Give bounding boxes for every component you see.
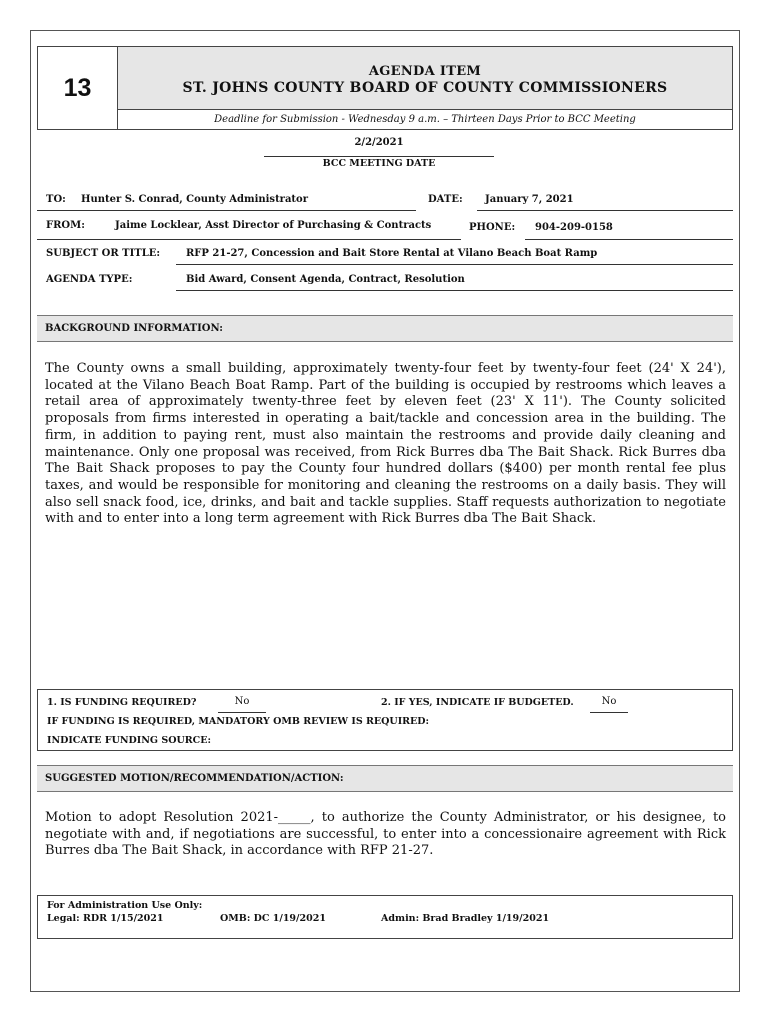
bcc-meeting-date-value: 2/2/2021: [354, 137, 404, 148]
subject-label: SUBJECT OR TITLE:: [46, 248, 161, 259]
to-underline: [37, 210, 416, 211]
motion-heading: SUGGESTED MOTION/RECOMMENDATION/ACTION:: [37, 765, 733, 792]
title-cell: [118, 47, 732, 110]
agenda-type-underline: [176, 290, 733, 291]
omb-approval: OMB: DC 1/19/2021: [220, 913, 326, 924]
motion-text: Motion to adopt Resolution 2021-_____, to authorize the County Administrator, or his designee, to negotiate with and, if negotiations are successful, to enter into a concessionaire agreement with Rick Burres dba The Bait Shack, in accordance with RFP 21-27.: [45, 810, 726, 859]
agenda-type-label: AGENDA TYPE:: [46, 274, 133, 285]
administration-box: [37, 895, 733, 939]
funding-box: [37, 689, 733, 751]
submission-deadline: Deadline for Submission - Wednesday 9 a.m. – Thirteen Days Prior to BCC Meeting: [214, 114, 636, 125]
agenda-item-form: [30, 30, 740, 992]
legal-approval: Legal: RDR 1/15/2021: [47, 913, 164, 924]
budgeted-label: 2. IF YES, INDICATE IF BUDGETED.: [381, 697, 574, 708]
to-value: Hunter S. Conrad, County Administrator: [81, 194, 308, 205]
from-label: FROM:: [46, 220, 85, 231]
to-label: TO:: [46, 194, 66, 205]
title-line1: AGENDA ITEM: [368, 64, 482, 79]
funding-required-label: 1. IS FUNDING REQUIRED?: [47, 697, 197, 708]
funding-source-label: INDICATE FUNDING SOURCE:: [47, 735, 211, 746]
date-label: DATE:: [428, 194, 463, 205]
bcc-meeting-date-label: BCC MEETING DATE: [322, 158, 436, 169]
background-heading: BACKGROUND INFORMATION:: [37, 315, 733, 342]
from-value: Jaime Locklear, Asst Director of Purchasing & Contracts: [115, 220, 432, 231]
date-value: January 7, 2021: [485, 194, 574, 205]
phone-label: PHONE:: [469, 222, 516, 233]
funding-required-underline: [218, 712, 266, 713]
admin-use-heading: For Administration Use Only:: [47, 900, 203, 911]
phone-underline: [525, 239, 733, 240]
from-underline: [37, 239, 461, 240]
budgeted-value: No: [601, 696, 617, 707]
agenda-type-value: Bid Award, Consent Agenda, Contract, Resolution: [186, 274, 465, 285]
budgeted-underline: [590, 712, 628, 713]
meeting-date-underline: [264, 156, 494, 157]
title-line2: ST. JOHNS COUNTY BOARD OF COUNTY COMMISSIONERS: [182, 80, 668, 96]
background-text: The County owns a small building, approximately twenty-four feet by twenty-four feet (24' X 24'), located at the Vilano Beach Boat Ramp. Part of the building is occupied by restrooms which leaves a retail area of approximately twenty-three feet by eleven feet (23' X 11'). The County solicited proposals from firms interested in operating a bait/tackle and concession area in the building. The firm, in addition to paying rent, must also maintain the restrooms and provide daily cleaning and maintenance. Only one proposal was received, from Rick Burres dba The Bait Shack. Rick Burres dba The Bait Shack proposes to pay the County four hundred dollars ($400) per month rental fee plus taxes, and would be responsible for monitoring and cleaning the restrooms on a daily basis. They will also sell snack food, ice, drinks, and bait and tackle supplies. Staff requests authorization to negotiate with and to enter into a long term agreement with Rick Burres dba The Bait Shack.: [45, 361, 726, 527]
date-underline: [477, 210, 733, 211]
subject-underline: [176, 264, 733, 265]
header-block: [37, 46, 733, 130]
subject-value: RFP 21-27, Concession and Bait Store Rental at Vilano Beach Boat Ramp: [186, 248, 598, 259]
admin-approval: Admin: Brad Bradley 1/19/2021: [381, 913, 550, 924]
phone-value: 904-209-0158: [535, 222, 613, 233]
agenda-item-number: 13: [38, 47, 118, 129]
funding-required-value: No: [234, 696, 250, 707]
omb-review-label: IF FUNDING IS REQUIRED, MANDATORY OMB REVIEW IS REQUIRED:: [47, 716, 430, 727]
